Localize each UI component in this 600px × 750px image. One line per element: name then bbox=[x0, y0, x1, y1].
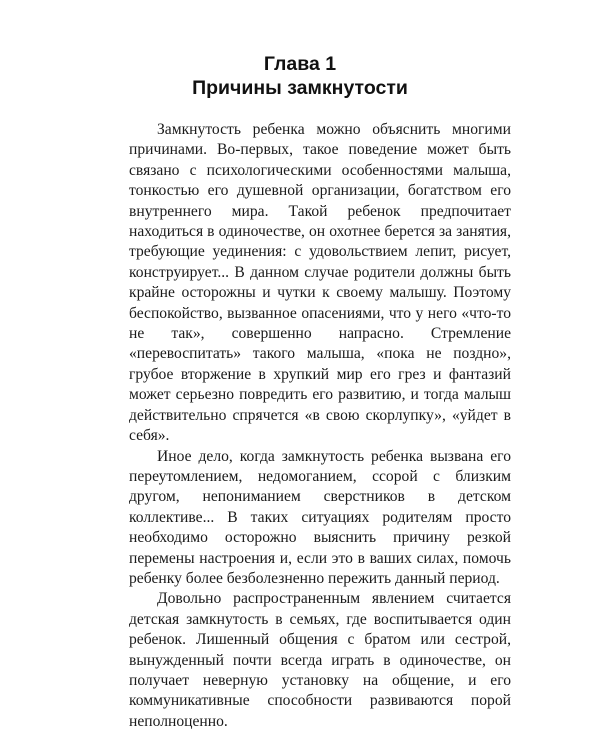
chapter-title: Причины замкнутости bbox=[192, 77, 408, 99]
chapter-heading bbox=[0, 52, 600, 100]
paragraph: Замкнутость ребенка можно объяснить многими причинами. Во-первых, такое поведение может быть связано с психологическими особенностями малыша, тонкостью его душевной организации, богатством его внутреннего мира. Такой ребенок предпочитает находиться в одиночестве, он охотнее берется за занятия, требующие уединения: с удовольствием лепит, рисует, конструирует... В данном случае родители должны быть крайне осторожны и чутки к своему малышу. Поэтому беспокойство, вызванное опасениями, что у него «что-то не так», совершенно напрасно. Стремление «перевоспитать» такого малыша, «пока не поздно», грубое вторжение в хрупкий мир его грез и фантазий может серьезно повредить его развитию, и тогда малыш действительно спрячется «в свою скорлупку», «уйдет в себя». bbox=[129, 121, 511, 445]
chapter-body bbox=[129, 120, 511, 732]
paragraph: Иное дело, когда замкнутость ребенка вызвана его переутомлением, недомоганием, ссорой с близким другом, непониманием сверстников в детском коллективе... В таких ситуациях родителям просто необходимо осторожно выяснить причину резкой перемены настроения и, если это в ваших силах, помочь ребенку более безболезненно пережить данный период. bbox=[129, 447, 511, 587]
chapter-number: Глава 1 bbox=[263, 53, 337, 75]
paragraph: Довольно распространенным явлением считается детская замкнутость в семьях, где воспитывается один ребенок. Лишенный общения с братом или сестрой, вынужденный почти всегда играть в одиночестве, он получает неверную установку на общение, и его коммуникативные способности развиваются порой неполноценно. bbox=[129, 590, 511, 730]
